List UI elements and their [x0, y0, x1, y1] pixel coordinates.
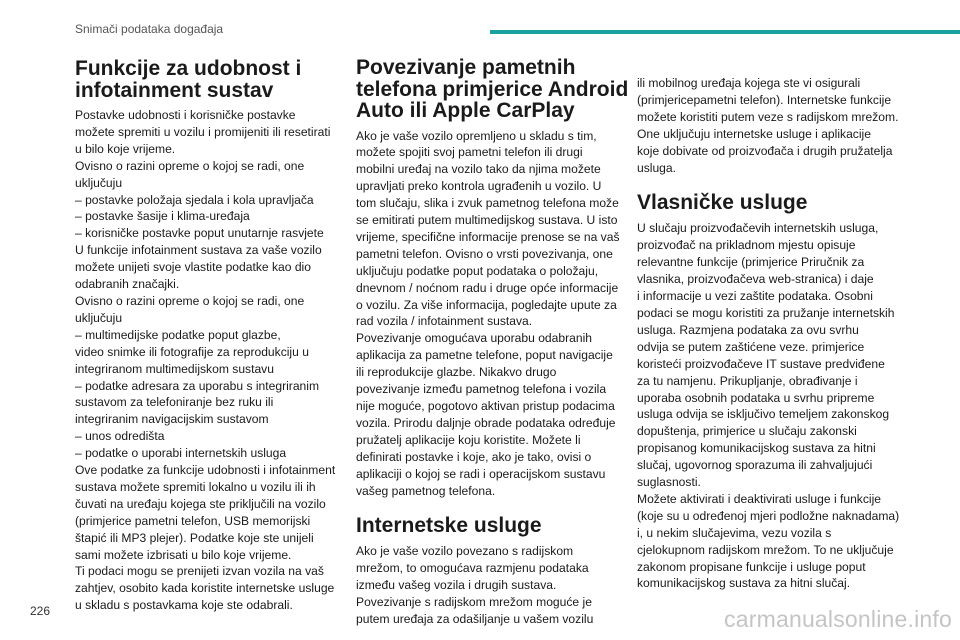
text-line: proizvođač na prikladnom mjestu opisuje — [637, 238, 856, 253]
text-line: usluga odvija se isključivo temeljem zakonskog — [637, 407, 890, 422]
text-line: relevantne funkcije (primjerice Priručnik za — [637, 255, 865, 270]
text-line: Povezivanje omogućava uporabu odabranih — [356, 331, 592, 346]
text-line: aplikaciji o kojoj se radi i operacijskom sustavu — [356, 466, 606, 481]
text-line: dopuštenja, primjerice u slučaju zakonski — [637, 424, 857, 439]
text-line: Možete aktivirati i deaktivirati usluge i funkcije — [637, 491, 881, 506]
text-line: odabranih značajki. — [75, 277, 180, 292]
text-line: možete unijeti svoje vlastite podatke kao dio — [75, 260, 311, 275]
body-text — [637, 75, 899, 176]
text-line: uključuju podatke poput podataka o položaju, — [356, 263, 599, 278]
section-heading-funkcije-za-udobnost-i — [75, 58, 337, 102]
text-line: Povezivanje s radijskom mrežom moguće je — [356, 595, 592, 610]
section-heading-internetske-usluge — [356, 515, 618, 537]
column-3 — [637, 75, 899, 592]
text-line: putem uređaja za odašiljanje u vašem vozilu — [356, 612, 594, 627]
text-line: ili mobilnog uređaja kojega ste vi osigurali — [637, 76, 861, 90]
text-line: – postavke šasije i klima-uređaja — [75, 209, 250, 224]
heading-line: Internetske usluge — [356, 514, 542, 538]
text-line: vozila. Prirodu daljnje obrade podataka određuje — [356, 415, 616, 430]
text-line: rad vozila / infotainment sustava. — [356, 314, 533, 329]
text-line: u bilo koje vrijeme. — [75, 141, 176, 156]
text-line: Ako je vaše vozilo povezano s radijskom — [356, 544, 574, 559]
text-line: nije moguće, pogotovo aktivan pristup podacima — [356, 399, 615, 413]
text-line: One uključuju internetske usluge i aplikacije — [637, 126, 871, 141]
text-line: uključuju — [75, 175, 123, 190]
text-line: – korisničke postavke poput unutarnje rasvjete — [75, 226, 324, 241]
text-line: koje dobivate od proizvođača i drugih pružatelja — [637, 143, 893, 158]
text-line: U slučaju proizvođačevih internetskih usluga, — [637, 221, 879, 236]
text-line: mrežom, to omogućava razmjenu podataka — [356, 561, 589, 576]
heading-line: telefona primjerice Android — [356, 77, 629, 101]
section-heading-vlasnicke-usluge — [637, 192, 899, 214]
text-line: mobilni uređaj na vozilo tako da njima možete — [356, 162, 601, 177]
text-line: – podatke o uporabi internetskih usluga — [75, 446, 287, 461]
text-line: i informacije u vezi zaštite podataka. Osobni — [637, 289, 873, 304]
text-line: povezivanje između pametnog telefona i vozila — [356, 382, 607, 397]
text-line: između vašeg vozila i drugih sustava. — [356, 578, 557, 593]
body-text — [356, 128, 618, 500]
text-line: vašeg pametnog telefona. — [356, 483, 496, 498]
heading-line: Auto ili Apple CarPlay — [356, 99, 575, 122]
text-line: sustavom za telefoniranje bez ruku ili — [75, 395, 274, 410]
text-line: cjelokupnom radijskom mrežom. To ne uključuje — [637, 542, 894, 557]
text-line: – multimedijske podatke poput glazbe, — [75, 327, 281, 342]
heading-line: Funkcije za udobnost i — [75, 57, 302, 80]
text-line: možete koristiti putem veze s radijskom mrežom. — [637, 109, 899, 124]
text-line: – unos odredišta — [75, 429, 165, 444]
body-text — [75, 107, 337, 614]
text-line: – postavke položaja sjedala i kola upravljača — [75, 192, 314, 207]
text-line: pametni telefon. Ovisno o vrsti povezivanja, one — [356, 246, 613, 261]
text-line: usluga. Razmjena podataka za ovu svrhu — [637, 322, 859, 337]
text-line: (koje su u određenoj mjeri podložne naknadama) — [637, 508, 900, 523]
heading-line: Vlasničke usluge — [637, 191, 808, 215]
text-line: i, u nekim slučajevima, vezu vozila s — [637, 525, 832, 540]
column-1 — [75, 58, 337, 614]
text-line: podaci se mogu koristiti za pružanje internetskih — [637, 305, 895, 320]
text-line: (primjericepametni telefon). Internetske funkcije — [637, 92, 892, 107]
body-text — [356, 543, 618, 628]
text-line: U funkcije infotainment sustava za vaše vozilo — [75, 243, 322, 258]
text-line: o vozilu. Za više informacija, pogledajte upute za — [356, 297, 617, 312]
text-line: se emitirati putem multimedijskog sustava. U isto — [356, 213, 618, 228]
text-line: tom slučaju, slika i zvuk pametnog telefona može — [356, 196, 619, 211]
header-accent-bar — [490, 30, 960, 34]
text-line: uporaba osobnih podataka u svrhu pripreme — [637, 390, 875, 405]
text-line: koristeći proizvođačeve IT sustave predviđene — [637, 356, 885, 371]
text-line: vrijeme, specifične informacije prenose se na vaš — [356, 229, 620, 244]
text-line: aplikacija za pametne telefone, poput navigacije — [356, 348, 613, 363]
text-line: video snimke ili fotografije za reprodukciju u — [75, 344, 309, 359]
section-heading-povezivanje-pametnih — [356, 56, 629, 122]
body-text — [637, 220, 899, 592]
column-2 — [356, 56, 629, 628]
text-line: uključuju — [75, 310, 123, 325]
text-line: ili reprodukcije glazbe. Nikakvo drugo — [356, 365, 557, 380]
text-line: zakonom propisane funkcije i usluge poput — [637, 559, 866, 574]
text-line: Ovisno o razini opreme o kojoj se radi, one — [75, 158, 305, 173]
text-line: Ove podatke za funkcije udobnosti i infotainment — [75, 463, 336, 478]
text-line: Ako je vaše vozilo opremljeno u skladu s tim, — [356, 128, 597, 143]
text-line: propisanog komunikacijskog sustava za hitni — [637, 441, 876, 456]
heading-line: Povezivanje pametnih — [356, 56, 576, 79]
text-line: u skladu s postavkama koje ste odabrali. — [75, 598, 293, 613]
text-line: pružatelj aplikacije koju koristite. Možete li — [356, 432, 581, 447]
text-line: sami možete izbrisati u bilo koje vrijeme. — [75, 547, 292, 562]
page-number: 226 — [30, 604, 51, 618]
text-line: sustava možete spremiti lokalno u vozilu ili ih — [75, 479, 316, 494]
text-line: dnevnom / noćnom radu i druge opće informacije — [356, 280, 619, 295]
text-line: integriranom multimedijskom sustavu — [75, 361, 274, 376]
text-line: možete spremiti u vozilu i promijeniti ili resetirati — [75, 124, 331, 139]
text-line: Ovisno o razini opreme o kojoj se radi, one — [75, 293, 305, 308]
text-line: komunikacijskog sustava za hitni slučaj. — [637, 576, 851, 591]
text-line: možete spojiti svoj pametni telefon ili drugi — [356, 145, 583, 160]
text-line: Postavke udobnosti i korisničke postavke — [75, 108, 296, 122]
text-line: čuvati na uređaju kojega ste priključili na vozilo — [75, 496, 326, 511]
watermark: carmanualsonline.info — [724, 606, 952, 632]
text-line: suglasnosti. — [637, 475, 701, 490]
running-header: Snimači podataka događaja — [75, 22, 224, 36]
text-line: štapić ili MP3 plejer). Podatke koje ste unijeli — [75, 530, 314, 545]
text-line: – podatke adresara za uporabu s integriranim — [75, 378, 320, 393]
text-line: za tu namjenu. Prikupljanje, obrađivanje i — [637, 373, 858, 388]
text-line: integriranim navigacijskim sustavom — [75, 412, 269, 427]
text-line: upravljati preko kontrola ugrađenih u vozilo. U — [356, 179, 602, 194]
text-line: Ti podaci mogu se prenijeti izvan vozila na vaš — [75, 564, 324, 579]
text-line: odvija se putem zaštićene veze. primjerice — [637, 339, 865, 354]
heading-line: infotainment sustav — [75, 79, 274, 102]
text-line: slučaj, ugovornog sporazuma ili zahvaljujući — [637, 458, 873, 473]
text-line: definirati postavke i koje, ako je tako, ovisi o — [356, 449, 592, 464]
text-line: (primjerice pametni telefon, USB memorijski — [75, 513, 311, 528]
text-line: zahtjev, osobito kada koristite internetske usluge — [75, 581, 335, 596]
text-line: usluga. — [637, 160, 676, 175]
text-line: vlasnika, proizvođačeva web-stranica) i daje — [637, 272, 874, 287]
